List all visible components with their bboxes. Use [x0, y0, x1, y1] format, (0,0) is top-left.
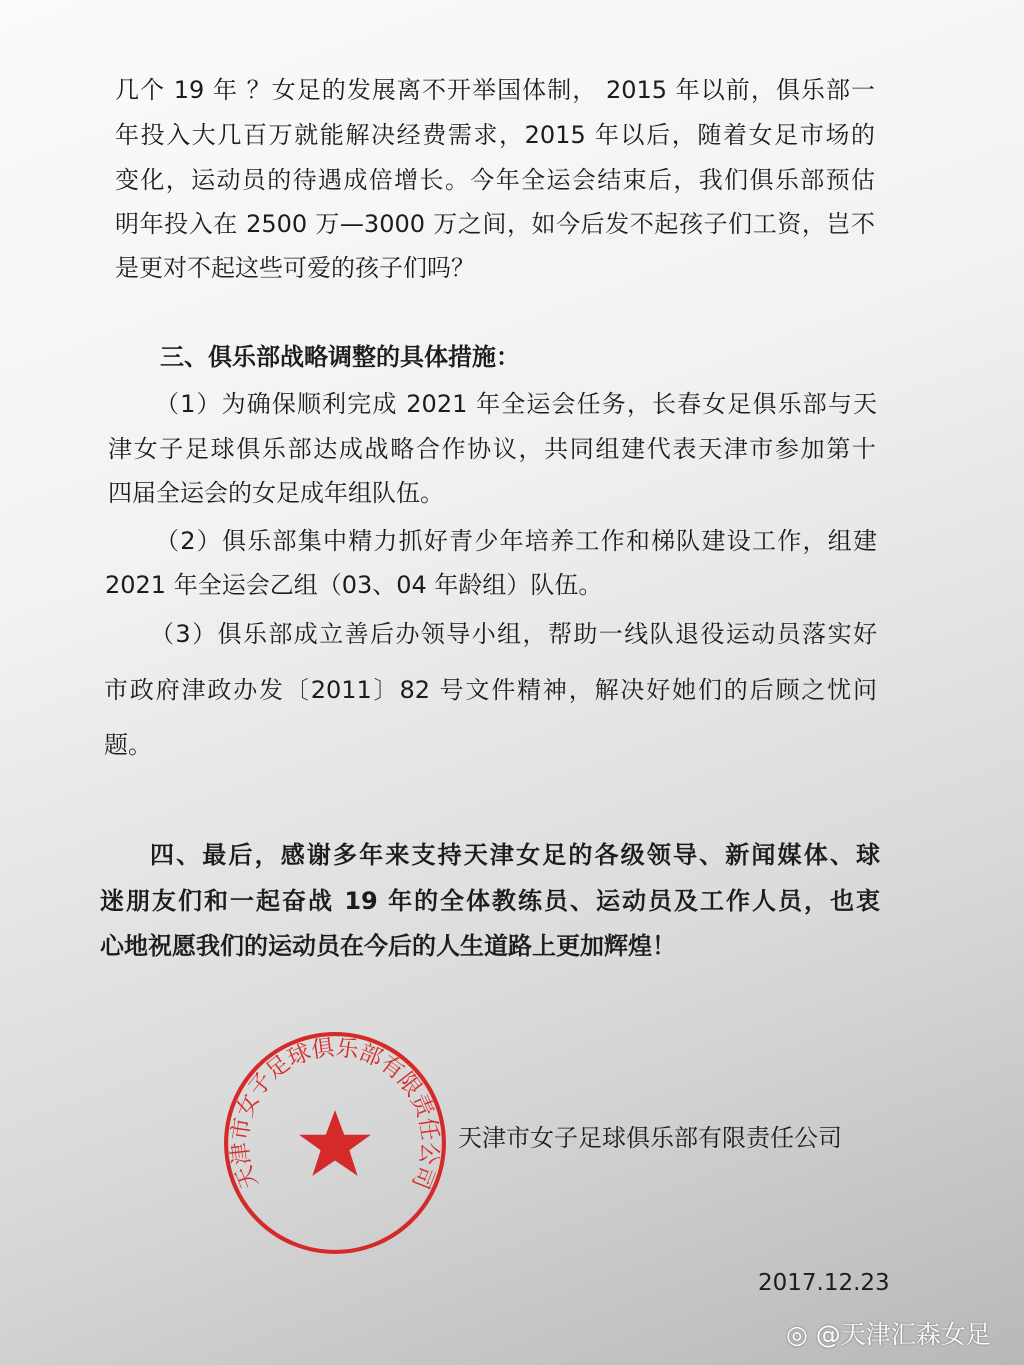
document-date: 2017.12.23	[758, 1270, 890, 1296]
seal-star-icon	[299, 1110, 371, 1176]
text-line: 迷朋友们和一起奋战 19 年的全体教练员、运动员及工作人员，也衷	[100, 887, 880, 915]
text-line: （2）俱乐部集中精力抓好青少年培养工作和梯队建设工作，组建	[155, 527, 877, 555]
signature-company-name: 天津市女子足球俱乐部有限责任公司	[458, 1124, 842, 1152]
section-heading: 三、俱乐部战略调整的具体措施：	[160, 343, 520, 371]
text-line: 市政府津政办发〔2011〕82 号文件精神，解决好她们的后顾之忧问	[104, 676, 877, 704]
text-line: 几个 19 年 ？女足的发展离不开举国体制， 2015 年以前，俱乐部一	[115, 76, 875, 104]
text-line: 变化，运动员的待遇成倍增长。今年全运会结束后，我们俱乐部预估	[115, 166, 875, 194]
text-line: 题。	[104, 731, 152, 759]
text-line: （1）为确保顺利完成 2021 年全运会任务，长春女足俱乐部与天	[155, 390, 877, 418]
seal-text: 天津市女子足球俱乐部有限责任公司	[227, 1034, 443, 1193]
weibo-icon: ◎	[786, 1320, 816, 1349]
weibo-watermark	[786, 1320, 991, 1350]
text-line: 津女子足球俱乐部达成战略合作协议，共同组建代表天津市参加第十	[108, 435, 876, 463]
text-line: 年投入大几百万就能解决经费需求，2015 年以后，随着女足市场的	[115, 121, 875, 149]
text-line: 四、最后，感谢多年来支持天津女足的各级领导、新闻媒体、球	[150, 841, 880, 869]
watermark-text: @天津汇森女足	[815, 1320, 991, 1349]
text-line: 心地祝愿我们的运动员在今后的人生道路上更加辉煌！	[100, 932, 676, 960]
text-line: （3）俱乐部成立善后办领导小组，帮助一线队退役运动员落实好	[150, 620, 877, 648]
text-line: 2021 年全运会乙组（03、04 年龄组）队伍。	[105, 571, 603, 599]
company-seal	[222, 1030, 448, 1256]
text-line: 四届全运会的女足成年组队伍。	[108, 479, 444, 507]
text-line: 明年投入在 2500 万—3000 万之间，如今后发不起孩子们工资，岂不	[115, 210, 875, 238]
text-line: 是更对不起这些可爱的孩子们吗？	[115, 254, 475, 282]
